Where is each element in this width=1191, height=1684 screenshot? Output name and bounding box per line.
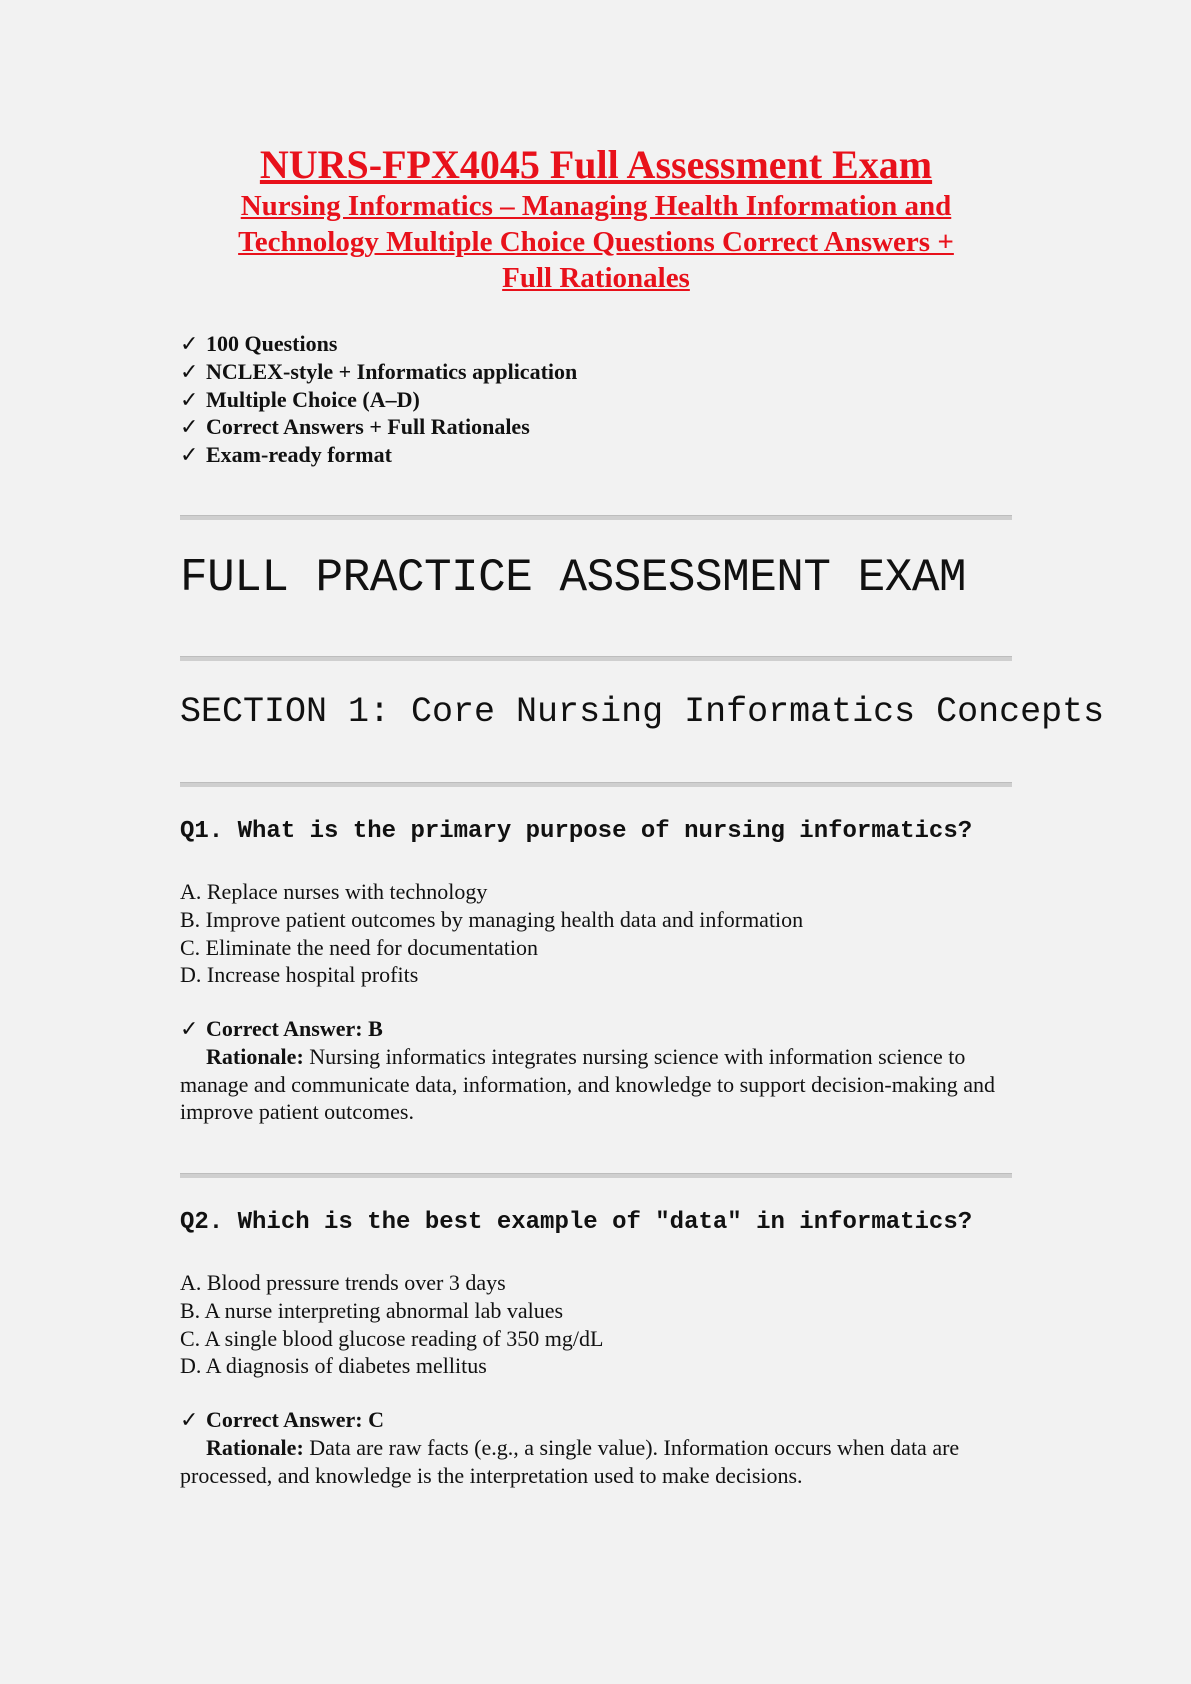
check-icon: ✓ xyxy=(180,442,199,468)
option-b: B. A nurse interpreting abnormal lab values xyxy=(180,1297,564,1323)
title-block xyxy=(180,142,1012,296)
divider xyxy=(180,782,1012,787)
correct-answer-label: Correct Answer: C xyxy=(206,1407,384,1432)
exam-title: FULL PRACTICE ASSESSMENT EXAM xyxy=(180,552,967,604)
option-b: B. Improve patient outcomes by managing health data and information xyxy=(180,906,804,932)
feature-item xyxy=(180,441,577,469)
check-icon: ✓ xyxy=(180,1016,199,1041)
feature-text: Correct Answers + Full Rationales xyxy=(206,414,530,440)
feature-text: Multiple Choice (A–D) xyxy=(206,386,420,412)
option-a: A. Replace nurses with technology xyxy=(180,879,488,904)
divider xyxy=(180,1173,1012,1178)
option-c: C. Eliminate the need for documentation xyxy=(180,934,539,960)
feature-item xyxy=(180,330,577,358)
option-c: C. A single blood glucose reading of 350 mg/dL xyxy=(180,1325,604,1351)
rationale-text: Data are raw facts (e.g., a single value). Information occurs when data are processed, and knowledge is the interpretation used to make decisions. xyxy=(180,1434,960,1488)
feature-text: 100 Questions xyxy=(206,331,338,356)
check-icon: ✓ xyxy=(180,414,199,440)
feature-list xyxy=(180,330,577,469)
question-block-q2 xyxy=(180,1209,1012,1488)
correct-answer-label: Correct Answer: B xyxy=(206,1016,383,1041)
feature-item xyxy=(180,358,577,386)
rationale-text: Nursing informatics integrates nursing science with information science to manage and communicate data, information, and knowledge to support decision-making and improve patient outcomes. xyxy=(180,1043,995,1125)
option-a: A. Blood pressure trends over 3 days xyxy=(180,1270,506,1295)
rationale-label: Rationale: xyxy=(206,1434,304,1460)
answer-block xyxy=(180,1406,1012,1489)
correct-answer xyxy=(180,1406,1012,1434)
divider xyxy=(180,656,1012,661)
document-subtitle-line-2: Technology Multiple Choice Questions Correct Answers + xyxy=(238,226,954,258)
feature-item xyxy=(180,386,577,414)
correct-answer xyxy=(180,1015,1012,1043)
check-icon: ✓ xyxy=(180,358,199,384)
question-block-q1 xyxy=(180,818,1012,1125)
answer-block xyxy=(180,1015,1012,1126)
check-icon: ✓ xyxy=(180,1407,199,1432)
answer-options xyxy=(180,878,803,989)
document-subtitle-line-3: Full Rationales xyxy=(502,262,690,294)
rationale-label: Rationale: xyxy=(206,1043,304,1069)
check-icon: ✓ xyxy=(180,386,199,412)
rationale xyxy=(180,1043,1012,1126)
document-subtitle-line-1: Nursing Informatics – Managing Health Information and xyxy=(240,190,952,222)
section-title: SECTION 1: Core Nursing Informatics Concepts xyxy=(180,692,1105,732)
feature-item xyxy=(180,413,577,441)
option-d: D. Increase hospital profits xyxy=(180,962,419,988)
feature-text: Exam-ready format xyxy=(206,442,392,468)
question-text: Q2. Which is the best example of "data" in informatics? xyxy=(180,1209,973,1236)
feature-text: NCLEX-style + Informatics application xyxy=(206,358,578,384)
divider xyxy=(180,515,1012,520)
check-icon: ✓ xyxy=(180,331,199,356)
document-title: NURS-FPX4045 Full Assessment Exam xyxy=(259,142,933,187)
question-text: Q1. What is the primary purpose of nursing informatics? xyxy=(180,818,973,845)
answer-options xyxy=(180,1269,603,1380)
rationale xyxy=(180,1434,1012,1490)
option-d: D. A diagnosis of diabetes mellitus xyxy=(180,1353,487,1379)
